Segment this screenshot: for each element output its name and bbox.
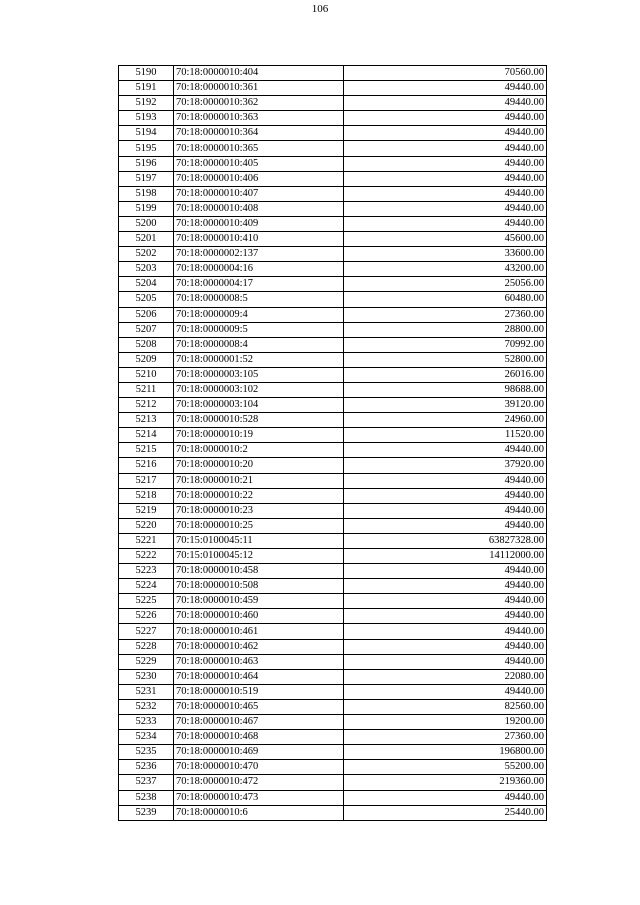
table-body	[119, 66, 547, 821]
value-cell: 49440.00	[344, 609, 547, 624]
value-cell: 14112000.00	[344, 549, 547, 564]
table-row	[119, 488, 547, 503]
row-number-cell: 5221	[119, 533, 174, 548]
value-cell: 196800.00	[344, 745, 547, 760]
row-number-cell: 5233	[119, 715, 174, 730]
cadastral-number-cell: 70:18:0000010:470	[174, 760, 344, 775]
value-cell: 49440.00	[344, 579, 547, 594]
cadastral-number-cell: 70:18:0000010:406	[174, 171, 344, 186]
cadastral-number-cell: 70:18:0000010:468	[174, 730, 344, 745]
table-row	[119, 428, 547, 443]
cadastral-number-cell: 70:18:0000002:137	[174, 247, 344, 262]
row-number-cell: 5218	[119, 488, 174, 503]
row-number-cell: 5224	[119, 579, 174, 594]
table-row	[119, 775, 547, 790]
cadastral-number-cell: 70:18:0000010:464	[174, 669, 344, 684]
row-number-cell: 5200	[119, 216, 174, 231]
table-row	[119, 805, 547, 820]
cadastral-number-cell: 70:18:0000010:462	[174, 639, 344, 654]
value-cell: 49440.00	[344, 156, 547, 171]
table-row	[119, 760, 547, 775]
table-row	[119, 654, 547, 669]
value-cell: 19200.00	[344, 715, 547, 730]
cadastral-number-cell: 70:18:0000003:102	[174, 382, 344, 397]
table-row	[119, 186, 547, 201]
row-number-cell: 5226	[119, 609, 174, 624]
row-number-cell: 5203	[119, 262, 174, 277]
row-number-cell: 5231	[119, 684, 174, 699]
table-row	[119, 382, 547, 397]
row-number-cell: 5197	[119, 171, 174, 186]
value-cell: 25440.00	[344, 805, 547, 820]
row-number-cell: 5211	[119, 382, 174, 397]
table-row	[119, 322, 547, 337]
value-cell: 39120.00	[344, 398, 547, 413]
value-cell: 26016.00	[344, 367, 547, 382]
table-row	[119, 126, 547, 141]
row-number-cell: 5239	[119, 805, 174, 820]
value-cell: 55200.00	[344, 760, 547, 775]
value-cell: 49440.00	[344, 488, 547, 503]
value-cell: 27360.00	[344, 730, 547, 745]
cadastral-number-cell: 70:18:0000010:20	[174, 458, 344, 473]
cadastral-number-cell: 70:18:0000010:21	[174, 473, 344, 488]
table-row	[119, 66, 547, 81]
value-cell: 49440.00	[344, 126, 547, 141]
table-row	[119, 96, 547, 111]
table-row	[119, 292, 547, 307]
row-number-cell: 5223	[119, 564, 174, 579]
cadastral-number-cell: 70:18:0000004:16	[174, 262, 344, 277]
value-cell: 49440.00	[344, 518, 547, 533]
table-row	[119, 564, 547, 579]
table-row	[119, 624, 547, 639]
row-number-cell: 5230	[119, 669, 174, 684]
cadastral-number-cell: 70:18:0000003:104	[174, 398, 344, 413]
cadastral-number-cell: 70:18:0000004:17	[174, 277, 344, 292]
value-cell: 33600.00	[344, 247, 547, 262]
row-number-cell: 5235	[119, 745, 174, 760]
row-number-cell: 5238	[119, 790, 174, 805]
table-row	[119, 171, 547, 186]
value-cell: 49440.00	[344, 171, 547, 186]
table-row	[119, 307, 547, 322]
row-number-cell: 5227	[119, 624, 174, 639]
row-number-cell: 5215	[119, 443, 174, 458]
table-row	[119, 473, 547, 488]
table-row	[119, 232, 547, 247]
cadastral-number-cell: 70:18:0000010:472	[174, 775, 344, 790]
table-row	[119, 413, 547, 428]
cadastral-number-cell: 70:18:0000010:407	[174, 186, 344, 201]
row-number-cell: 5198	[119, 186, 174, 201]
value-cell: 63827328.00	[344, 533, 547, 548]
row-number-cell: 5206	[119, 307, 174, 322]
cadastral-number-cell: 70:18:0000010:404	[174, 66, 344, 81]
cadastral-number-cell: 70:18:0000010:361	[174, 81, 344, 96]
cadastral-number-cell: 70:15:0100045:12	[174, 549, 344, 564]
value-cell: 28800.00	[344, 322, 547, 337]
cadastral-number-cell: 70:18:0000010:22	[174, 488, 344, 503]
cadastral-number-cell: 70:18:0000010:469	[174, 745, 344, 760]
value-cell: 49440.00	[344, 564, 547, 579]
value-cell: 49440.00	[344, 503, 547, 518]
value-cell: 82560.00	[344, 699, 547, 714]
value-cell: 27360.00	[344, 307, 547, 322]
cadastral-number-cell: 70:15:0100045:11	[174, 533, 344, 548]
table-row	[119, 262, 547, 277]
table-row	[119, 111, 547, 126]
row-number-cell: 5225	[119, 594, 174, 609]
cadastral-number-cell: 70:18:0000010:405	[174, 156, 344, 171]
row-number-cell: 5201	[119, 232, 174, 247]
cadastral-number-cell: 70:18:0000010:528	[174, 413, 344, 428]
cadastral-number-cell: 70:18:0000009:5	[174, 322, 344, 337]
row-number-cell: 5213	[119, 413, 174, 428]
row-number-cell: 5191	[119, 81, 174, 96]
cadastral-number-cell: 70:18:0000010:467	[174, 715, 344, 730]
row-number-cell: 5228	[119, 639, 174, 654]
cadastral-number-cell: 70:18:0000009:4	[174, 307, 344, 322]
table-row	[119, 337, 547, 352]
cadastral-number-cell: 70:18:0000003:105	[174, 367, 344, 382]
table-row	[119, 730, 547, 745]
cadastral-number-cell: 70:18:0000010:458	[174, 564, 344, 579]
value-cell: 219360.00	[344, 775, 547, 790]
value-cell: 49440.00	[344, 639, 547, 654]
table-row	[119, 518, 547, 533]
table-row	[119, 533, 547, 548]
table-row	[119, 609, 547, 624]
value-cell: 49440.00	[344, 201, 547, 216]
table-row	[119, 443, 547, 458]
table-row	[119, 398, 547, 413]
cadastral-number-cell: 70:18:0000010:409	[174, 216, 344, 231]
value-cell: 49440.00	[344, 111, 547, 126]
value-cell: 49440.00	[344, 186, 547, 201]
value-cell: 49440.00	[344, 790, 547, 805]
value-cell: 11520.00	[344, 428, 547, 443]
cadastral-number-cell: 70:18:0000010:519	[174, 684, 344, 699]
cadastral-number-cell: 70:18:0000010:461	[174, 624, 344, 639]
row-number-cell: 5199	[119, 201, 174, 216]
value-cell: 49440.00	[344, 594, 547, 609]
value-cell: 98688.00	[344, 382, 547, 397]
row-number-cell: 5202	[119, 247, 174, 262]
cadastral-number-cell: 70:18:0000010:2	[174, 443, 344, 458]
table-row	[119, 141, 547, 156]
value-cell: 70992.00	[344, 337, 547, 352]
table-row	[119, 579, 547, 594]
value-cell: 43200.00	[344, 262, 547, 277]
value-cell: 22080.00	[344, 669, 547, 684]
row-number-cell: 5217	[119, 473, 174, 488]
table-row	[119, 201, 547, 216]
cadastral-number-cell: 70:18:0000010:19	[174, 428, 344, 443]
row-number-cell: 5207	[119, 322, 174, 337]
value-cell: 49440.00	[344, 473, 547, 488]
table-row	[119, 549, 547, 564]
value-cell: 49440.00	[344, 443, 547, 458]
cadastral-table	[118, 65, 547, 821]
row-number-cell: 5214	[119, 428, 174, 443]
table-row	[119, 594, 547, 609]
table-row	[119, 367, 547, 382]
table-row	[119, 247, 547, 262]
table-row	[119, 715, 547, 730]
cadastral-number-cell: 70:18:0000010:410	[174, 232, 344, 247]
cadastral-number-cell: 70:18:0000010:473	[174, 790, 344, 805]
table-row	[119, 352, 547, 367]
cadastral-number-cell: 70:18:0000008:4	[174, 337, 344, 352]
table-row	[119, 216, 547, 231]
value-cell: 52800.00	[344, 352, 547, 367]
cadastral-number-cell: 70:18:0000010:408	[174, 201, 344, 216]
row-number-cell: 5194	[119, 126, 174, 141]
cadastral-number-cell: 70:18:0000010:363	[174, 111, 344, 126]
value-cell: 60480.00	[344, 292, 547, 307]
row-number-cell: 5216	[119, 458, 174, 473]
row-number-cell: 5193	[119, 111, 174, 126]
value-cell: 70560.00	[344, 66, 547, 81]
table-row	[119, 503, 547, 518]
cadastral-number-cell: 70:18:0000010:459	[174, 594, 344, 609]
value-cell: 49440.00	[344, 96, 547, 111]
row-number-cell: 5232	[119, 699, 174, 714]
value-cell: 49440.00	[344, 141, 547, 156]
table-row	[119, 745, 547, 760]
cadastral-number-cell: 70:18:0000010:508	[174, 579, 344, 594]
row-number-cell: 5219	[119, 503, 174, 518]
cadastral-number-cell: 70:18:0000008:5	[174, 292, 344, 307]
cadastral-number-cell: 70:18:0000010:365	[174, 141, 344, 156]
cadastral-number-cell: 70:18:0000010:25	[174, 518, 344, 533]
value-cell: 49440.00	[344, 216, 547, 231]
cadastral-number-cell: 70:18:0000010:6	[174, 805, 344, 820]
row-number-cell: 5237	[119, 775, 174, 790]
value-cell: 49440.00	[344, 684, 547, 699]
row-number-cell: 5236	[119, 760, 174, 775]
table-row	[119, 277, 547, 292]
table-row	[119, 156, 547, 171]
cadastral-number-cell: 70:18:0000010:23	[174, 503, 344, 518]
cadastral-number-cell: 70:18:0000010:364	[174, 126, 344, 141]
value-cell: 37920.00	[344, 458, 547, 473]
cadastral-number-cell: 70:18:0000010:465	[174, 699, 344, 714]
value-cell: 24960.00	[344, 413, 547, 428]
row-number-cell: 5212	[119, 398, 174, 413]
table-row	[119, 684, 547, 699]
row-number-cell: 5190	[119, 66, 174, 81]
value-cell: 49440.00	[344, 654, 547, 669]
row-number-cell: 5209	[119, 352, 174, 367]
table-row	[119, 790, 547, 805]
value-cell: 45600.00	[344, 232, 547, 247]
cadastral-number-cell: 70:18:0000001:52	[174, 352, 344, 367]
value-cell: 49440.00	[344, 81, 547, 96]
row-number-cell: 5229	[119, 654, 174, 669]
row-number-cell: 5195	[119, 141, 174, 156]
row-number-cell: 5208	[119, 337, 174, 352]
cadastral-number-cell: 70:18:0000010:362	[174, 96, 344, 111]
cadastral-number-cell: 70:18:0000010:460	[174, 609, 344, 624]
row-number-cell: 5234	[119, 730, 174, 745]
table-row	[119, 639, 547, 654]
table-row	[119, 458, 547, 473]
value-cell: 49440.00	[344, 624, 547, 639]
row-number-cell: 5205	[119, 292, 174, 307]
row-number-cell: 5210	[119, 367, 174, 382]
row-number-cell: 5222	[119, 549, 174, 564]
page-number: 106	[311, 3, 329, 15]
table-row	[119, 81, 547, 96]
row-number-cell: 5204	[119, 277, 174, 292]
table-row	[119, 669, 547, 684]
row-number-cell: 5220	[119, 518, 174, 533]
table-row	[119, 699, 547, 714]
cadastral-number-cell: 70:18:0000010:463	[174, 654, 344, 669]
row-number-cell: 5196	[119, 156, 174, 171]
row-number-cell: 5192	[119, 96, 174, 111]
value-cell: 25056.00	[344, 277, 547, 292]
